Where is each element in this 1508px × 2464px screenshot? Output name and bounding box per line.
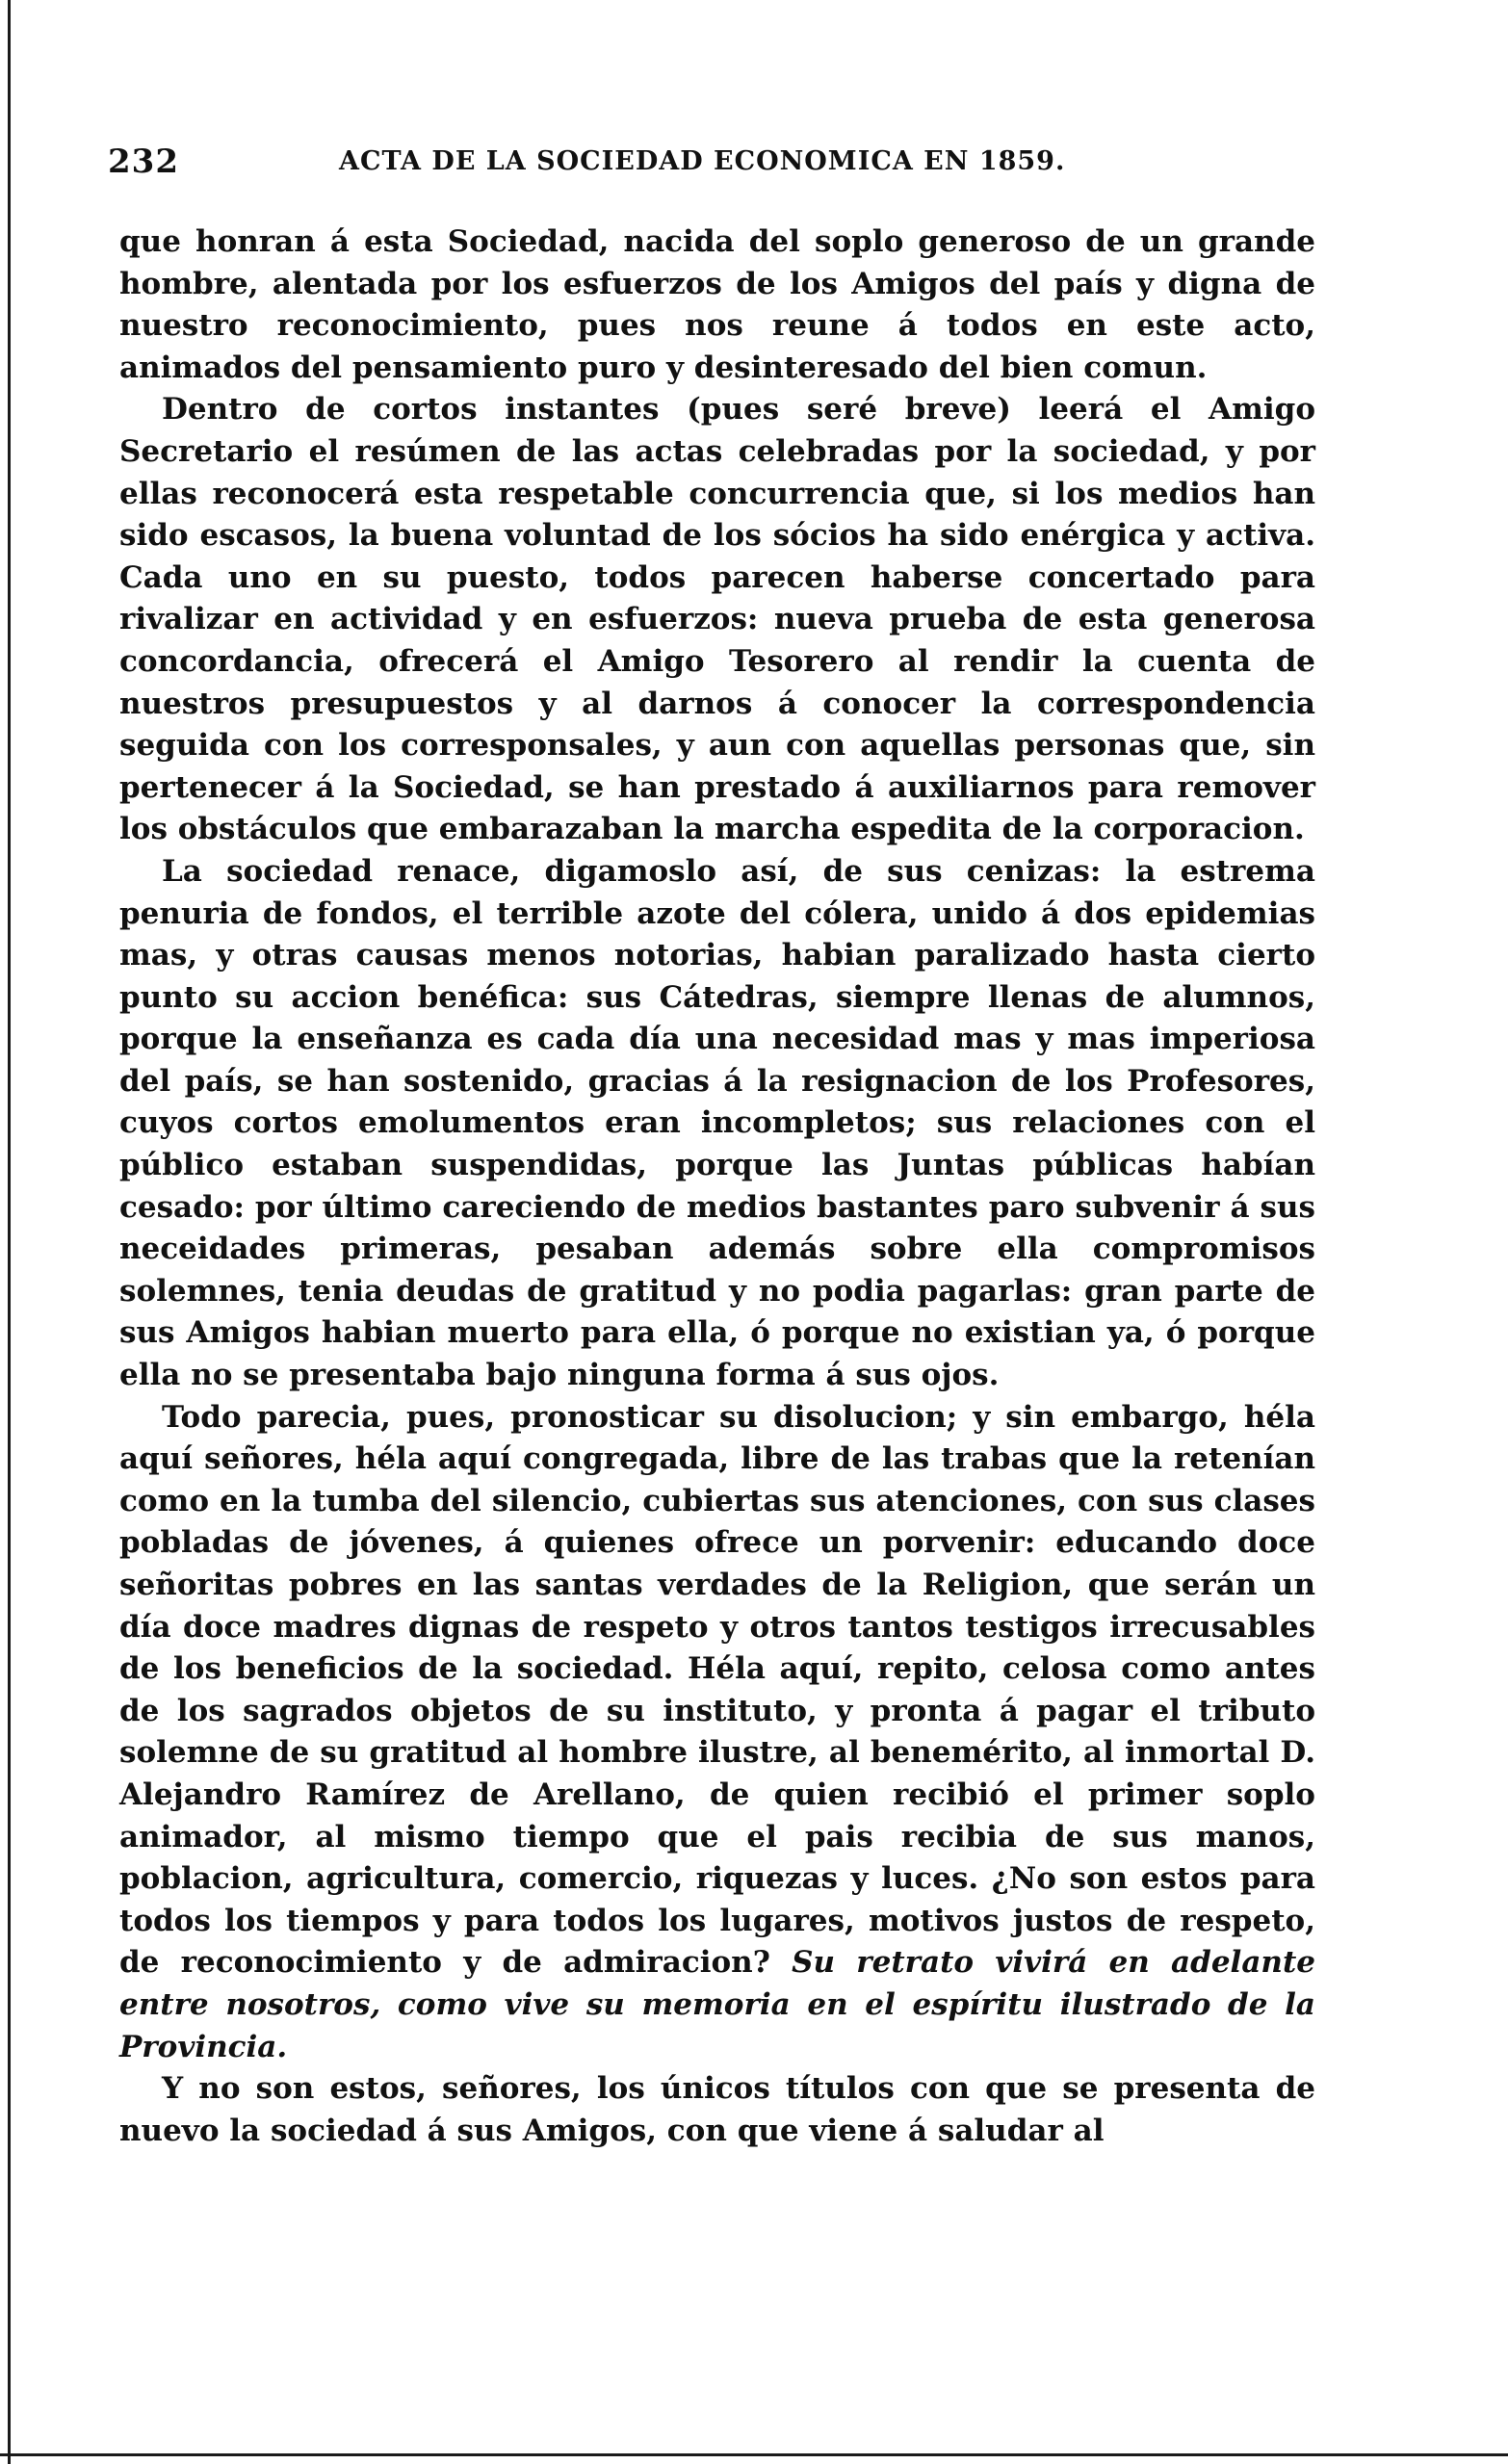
- running-head: ACTA DE LA SOCIEDAD ECONOMICA EN 1859.: [339, 146, 1066, 176]
- paragraph-2: Dentro de cortos instantes (pues seré breve) leerá el Amigo Secretario el resúmen de las actas celebradas por la sociedad, y por ellas reconocerá esta respetable concurrencia que, si los medios han sido escasos, la buena voluntad de los sócios ha sido enérgica y activa. Cada uno en su puesto, todos parecen haberse concertado para rivalizar en actividad y en esfuerzos: nueva prueba de esta generosa concordancia, ofrecerá el Amigo Tesorero al rendir la cuenta de nuestros presupuestos y al darnos á conocer la correspondencia seguida con los corresponsales, y aun con aquellas personas que, sin pertenecer á la Sociedad, se han prestado á auxiliarnos para remover los obstáculos que embarazaban la marcha espedita de la corporacion.: [119, 392, 1315, 847]
- body-text: [119, 221, 1315, 2152]
- page-number: 232: [108, 143, 179, 181]
- bottom-page-edge-rule: [0, 2453, 1508, 2456]
- paragraph-3: La sociedad renace, digamoslo así, de sus cenizas: la estrema penuria de fondos, el terrible azote del cólera, unido á dos epidemias mas, y otras causas menos notorias, habian paralizado hasta cierto punto su accion benéfica: sus Cátedras, siempre llenas de alumnos, porque la enseñanza es cada día una necesidad mas y mas imperiosa del país, se han sostenido, gracias á la resignacion de los Profesores, cuyos cortos emolumentos eran incompletos; sus relaciones con el público estaban suspendidas, porque las Juntas públicas habían cesado: por último careciendo de medios bastantes paro subvenir á sus neceidades primeras, pesaban además sobre ella compromisos solemnes, tenia deudas de gratitud y no podia pagarlas: gran parte de sus Amigos habian muerto para ella, ó porque no existian ya, ó porque ella no se presentaba bajo ninguna forma á sus ojos.: [119, 853, 1315, 1393]
- paragraph-4-text: Todo parecia, pues, pronosticar su disolucion; y sin embargo, héla aquí señores, héla aquí congregada, libre de las trabas que la retenían como en la tumba del silencio, cubiertas sus atenciones, con sus clases pobladas de jóvenes, á quienes ofrece un porvenir: educando doce señoritas pobres en las santas verdades de la Religion, que serán un día doce madres dignas de respeto y otros tantos testigos irrecusables de los beneficios de la sociedad. Héla aquí, repito, celosa como antes de los sagrados objetos de su instituto, y pronta á pagar el tributo solemne de su gratitud al hombre ilustre, al benemérito, al inmortal D. Alejandro Ramírez de Arellano, de quien recibió el primer soplo animador, al mismo tiempo que el pais recibia de sus manos, poblacion, agricultura, comercio, riquezas y luces. ¿No son estos para todos los tiempos y para todos los lugares, motivos justos de respeto, de reconocimiento y de admiracion?: [119, 1399, 1315, 1981]
- page-header: [108, 143, 1312, 185]
- paragraph-4-italic: Su retrato vivirá en adelante entre nosotros, como vive su memoria en el espíritu ilustrado de la Provincia.: [119, 1945, 1315, 2064]
- paragraph-4: [119, 1397, 1315, 2069]
- paragraph-5: Y no son estos, señores, los únicos títulos con que se presenta de nuevo la sociedad á sus Amigos, con que viene á saludar al: [119, 2071, 1315, 2148]
- left-page-edge-rule: [8, 0, 11, 2464]
- paragraph-1: que honran á esta Sociedad, nacida del soplo generoso de un grande hombre, alentada por los esfuerzos de los Amigos del país y digna de nuestro reconocimiento, pues nos reune á todos en este acto, animados del pensamiento puro y desinteresado del bien comun.: [119, 224, 1315, 385]
